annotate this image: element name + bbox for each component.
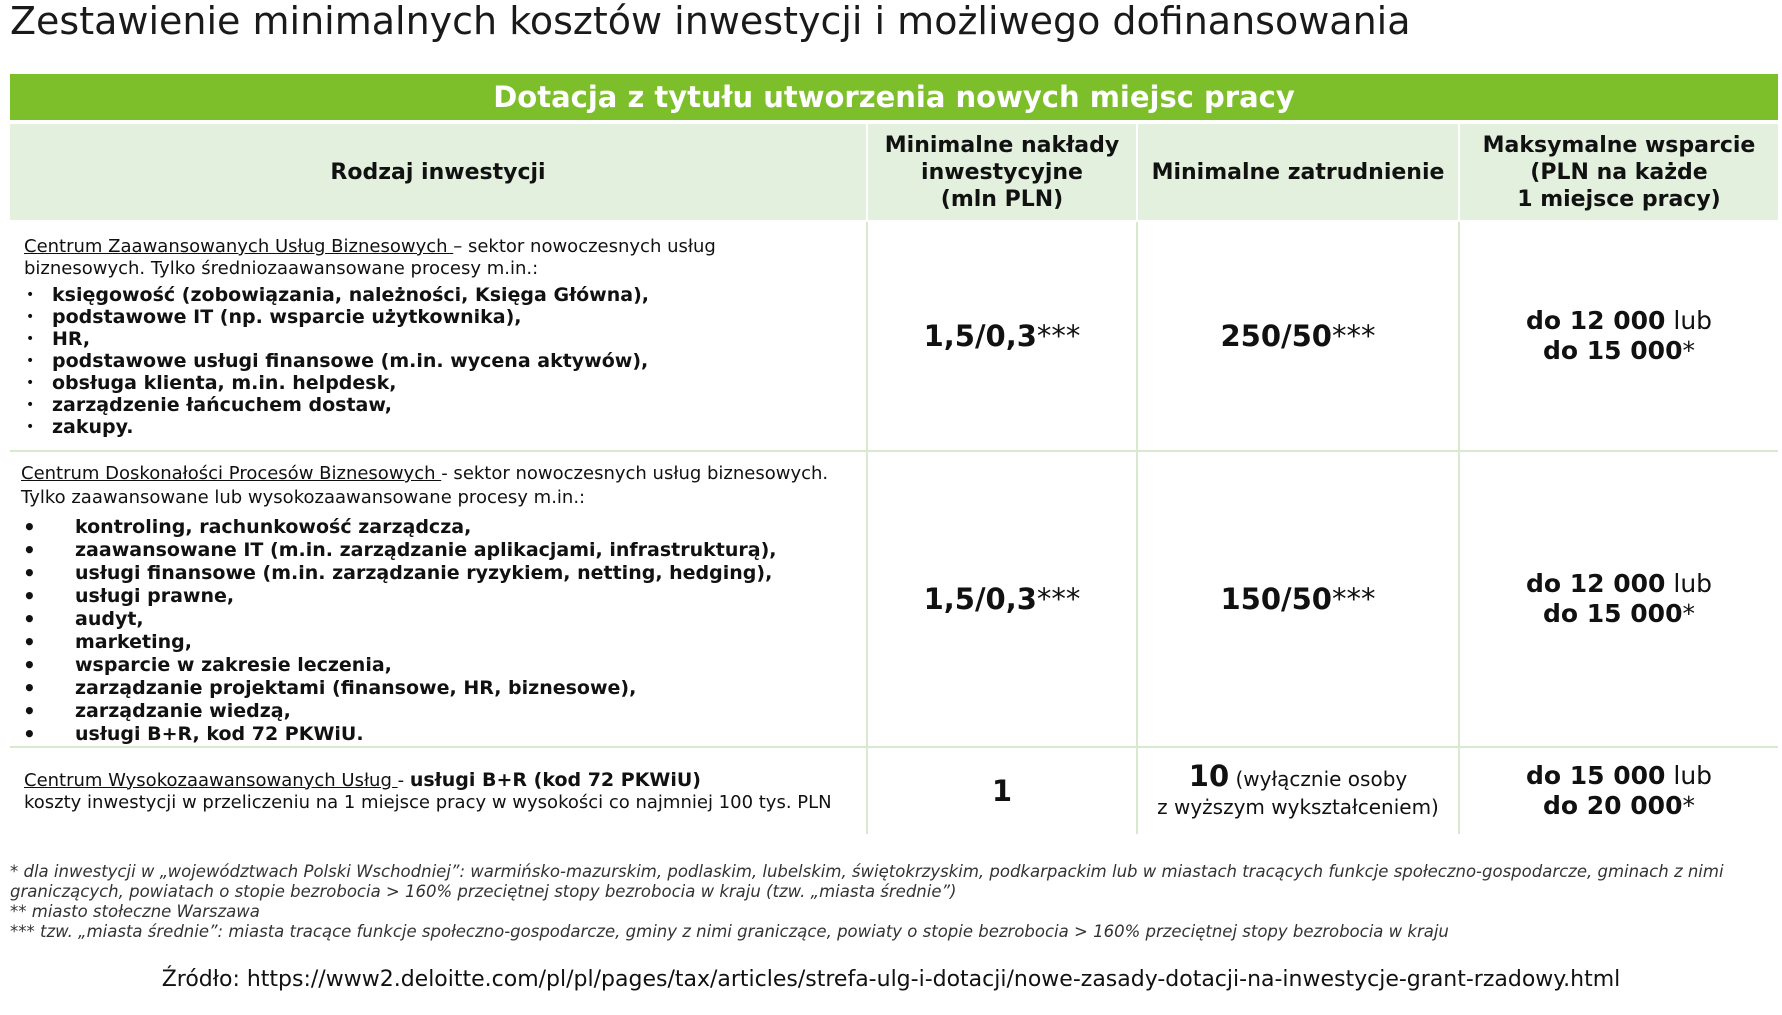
footnote-marker: * [1682, 791, 1695, 820]
list-item: • księgowość (zobowiązania, należności, Księga Główna), [24, 284, 764, 306]
max-support-value [1526, 761, 1712, 821]
list-item: • usługi prawne, [21, 585, 861, 608]
footnote-marker: * [1682, 599, 1695, 628]
footnote-marker: *** [1331, 319, 1376, 353]
table-row [10, 452, 1778, 748]
table-header-row [10, 124, 1778, 220]
header-label-line: Maksymalne wsparcie [1482, 132, 1756, 158]
center-description [24, 769, 832, 814]
center-name: Centrum Zaawansowanych Usług Biznesowych [24, 236, 454, 257]
min-investment-cell [866, 222, 1136, 450]
support-connector: lub [1665, 306, 1713, 335]
support-connector: lub [1665, 569, 1713, 598]
page-title: Zestawienie minimalnych kosztów inwestycji i możliwego dofinansowania [10, 0, 1411, 43]
footnote: ** miasto stołeczne Warszawa [10, 902, 260, 921]
list-item: • zarządzenie łańcuchem dostaw, [24, 394, 764, 416]
process-list [24, 284, 764, 438]
list-item: • marketing, [21, 631, 861, 654]
min-employment-value [1157, 758, 1439, 821]
max-support-cell [1458, 222, 1778, 450]
source-note: Źródło: https://www2.deloitte.com/pl/pl/pages/tax/articles/strefa-ulg-i-dotacji/nowe-zasady-dotacji-na-inwestycje-grant-rzadowy.html [161, 967, 1621, 992]
table-row [10, 748, 1778, 834]
employment-note: (wyłącznie osoby [1229, 766, 1408, 791]
min-employment-cell [1136, 452, 1458, 746]
value-number: 1,5/0,3 [923, 582, 1037, 616]
header-label-line: Minimalne nakłady [884, 132, 1120, 158]
list-item: • wsparcie w zakresie leczenia, [21, 654, 861, 677]
center-description-text: koszty inwestycji w przeliczeniu na 1 miejsce pracy w wysokości co najmniej 100 tys. PLN [24, 791, 832, 813]
header-label-line: 1 miejsce pracy) [1517, 186, 1721, 212]
value-number: 250/50 [1220, 319, 1332, 353]
header-label-line: (mln PLN) [940, 186, 1064, 212]
support-amount: do 20 000 [1543, 791, 1683, 820]
process-list [21, 516, 861, 746]
support-amount: do 12 000 [1525, 569, 1666, 598]
support-amount: do 15 000 [1543, 336, 1683, 365]
min-employment-value [1221, 582, 1376, 616]
min-employment-cell [1136, 748, 1458, 834]
investment-type-cell [10, 748, 866, 834]
support-amount: do 15 000 [1525, 761, 1666, 790]
list-item: • zarządzanie projektami (finansowe, HR, biznesowe), [21, 677, 861, 700]
footnote-marker: *** [1331, 582, 1376, 616]
max-support-value [1526, 306, 1712, 366]
center-description-separator: - [397, 769, 410, 791]
list-item: • HR, [24, 328, 764, 350]
employment-note: z wyższym wykształceniem) [1157, 794, 1439, 819]
header-label-line: inwestycyjne [921, 159, 1083, 185]
footnote-marker: *** [1036, 582, 1081, 616]
header-min-investment [866, 124, 1136, 220]
max-support-value [1526, 569, 1712, 629]
center-description-text: - sektor nowoczesnych usług biznesowych. Tylko zaawansowane lub wysokozaawansowane procesy m.in.: [21, 463, 829, 508]
list-item: • usługi B+R, kod 72 PKWiU. [21, 723, 861, 746]
min-investment-cell [866, 748, 1136, 834]
investment-type-cell [10, 452, 866, 746]
list-item: • zaawansowane IT (m.in. zarządzanie aplikacjami, infrastrukturą), [21, 539, 861, 562]
list-item: • zakupy. [24, 416, 764, 438]
value-number: 150/50 [1220, 582, 1332, 616]
support-connector: lub [1665, 761, 1713, 790]
header-max-support [1458, 124, 1778, 220]
list-item: • kontroling, rachunkowość zarządcza, [21, 516, 861, 539]
table-row [10, 222, 1778, 452]
investment-type-cell [10, 222, 866, 450]
min-investment-value [924, 582, 1081, 616]
header-investment-type [10, 124, 866, 220]
footnote-marker: *** [1036, 319, 1081, 353]
min-employment-value [1221, 319, 1376, 353]
center-description [24, 236, 764, 280]
list-item: • obsługa klienta, m.in. helpdesk, [24, 372, 764, 394]
footnotes [10, 862, 1770, 942]
min-investment-value: 1 [991, 774, 1013, 808]
list-item: • audyt, [21, 608, 861, 631]
center-description-bold: usługi B+R (kod 72 PKWiU) [409, 768, 701, 791]
list-item: • podstawowe IT (np. wsparcie użytkownika), [24, 306, 764, 328]
min-investment-value [924, 319, 1081, 353]
value-number: 10 [1188, 758, 1230, 793]
footnote: *** tzw. „miasta średnie”: miasta tracące funkcje społeczno-gospodarcze, gminy z nimi graniczące, powiaty o stopie bezrobocia > 160% przeciętnej stopy bezrobocia w kraju [10, 922, 1449, 941]
center-description [21, 462, 861, 510]
max-support-cell [1458, 452, 1778, 746]
table-banner: Dotacja z tytułu utworzenia nowych miejsc pracy [10, 74, 1778, 120]
support-amount: do 12 000 [1525, 306, 1666, 335]
header-investment-type-label: Rodzaj inwestycji [330, 159, 546, 185]
min-employment-cell [1136, 222, 1458, 450]
header-label-line: (PLN na każde [1530, 159, 1708, 185]
header-min-employment-label: Minimalne zatrudnienie [1151, 159, 1445, 185]
min-investment-cell [866, 452, 1136, 746]
list-item: • podstawowe usługi finansowe (m.in. wycena aktywów), [24, 350, 764, 372]
footnote-marker: * [1682, 336, 1695, 365]
value-number: 1,5/0,3 [923, 319, 1037, 353]
center-name: Centrum Wysokozaawansowanych Usług [24, 769, 398, 791]
footnote: * dla inwestycji w „województwach Polski Wschodniej”: warmińsko-mazurskim, podlaskim, lubelskim, świętokrzyskim, podkarpackim lub w miastach tracących funkcje społeczno-gospodarcze, gminach z nimi graniczących, powiatach o stopie bezrobocia > 160% przeciętnej stopy bezrobocia w kraju (tzw. „miasta średnie”) [10, 862, 1724, 901]
center-description-text: – sektor nowoczesnych usług biznesowych. Tylko średniozaawansowane procesy m.in.: [24, 236, 716, 279]
center-name: Centrum Doskonałości Procesów Biznesowych [21, 463, 442, 484]
list-item: • zarządzanie wiedzą, [21, 700, 861, 723]
max-support-cell [1458, 748, 1778, 834]
list-item: • usługi finansowe (m.in. zarządzanie ryzykiem, netting, hedging), [21, 562, 861, 585]
header-min-employment [1136, 124, 1458, 220]
support-amount: do 15 000 [1543, 599, 1683, 628]
